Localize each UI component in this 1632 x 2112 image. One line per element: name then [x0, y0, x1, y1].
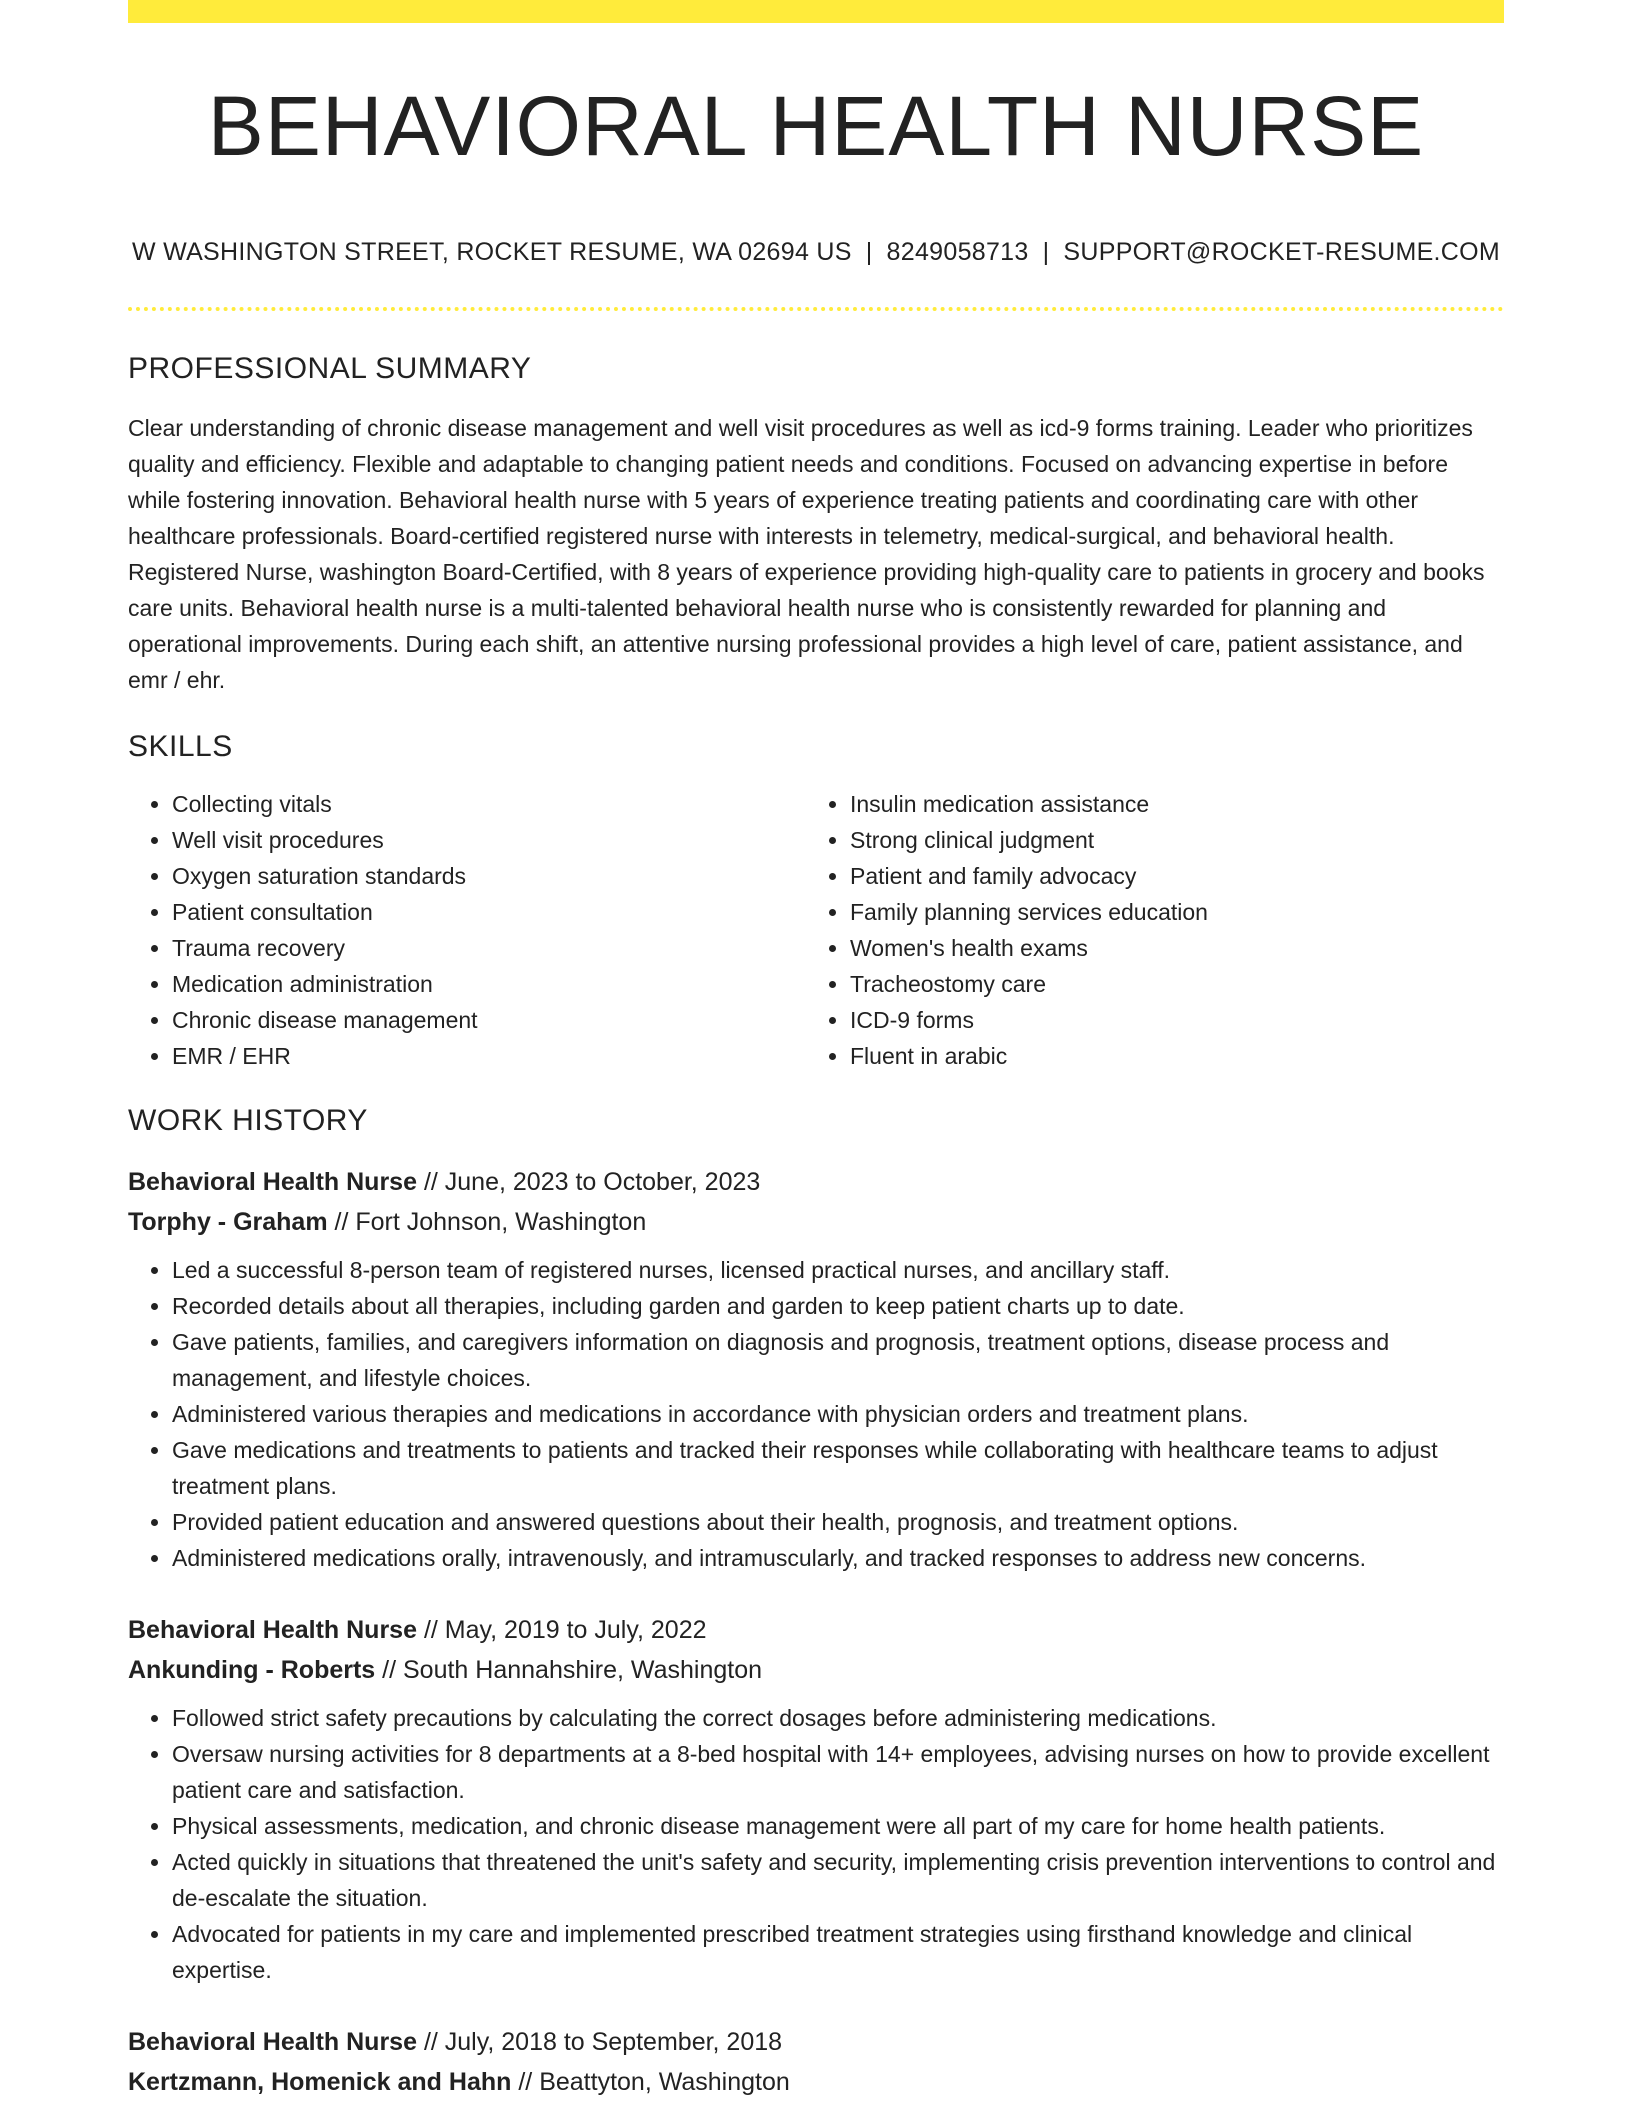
- resume-body: [128, 352, 1504, 2102]
- job-bullet: • Oversaw nursing activities for 8 departments at a 8-bed hospital with 14+ employees, advising nurses on how to provide excellent patient care and satisfaction.: [172, 1736, 1504, 1808]
- job-title-line: [128, 1162, 1504, 1202]
- job-dates: // July, 2018 to September, 2018: [417, 2028, 783, 2056]
- job-company: Ankunding - Roberts: [128, 1656, 376, 1684]
- skills-column-right: [806, 786, 1484, 1074]
- job-bullet: • Led a successful 8-person team of registered nurses, licensed practical nurses, and ancillary staff.: [172, 1252, 1504, 1288]
- summary-text: Clear understanding of chronic disease management and well visit procedures as well as icd-9 forms training. Leader who prioritizes quality and efficiency. Flexible and adaptable to changing patient needs and conditions. Focused on advancing expertise in before while fostering innovation. Behavioral health nurse with 5 years of experience treating patients and coordinating care with other healthcare professionals. Board-certified registered nurse with interests in telemetry, medical-surgical, and behavioral health. Registered Nurse, washington Board-Certified, with 8 years of experience providing high-quality care to patients in grocery and books care units. Behavioral health nurse is a multi-talented behavioral health nurse who is consistently rewarded for planning and operational improvements. During each shift, an attentive nursing professional provides a high level of care, patient assistance, and emr / ehr.: [128, 415, 1485, 693]
- work-history-heading: WORK HISTORY: [128, 1104, 368, 1137]
- skill-item: • Medication administration: [172, 966, 806, 1002]
- skill-item: • Well visit procedures: [172, 822, 806, 858]
- skill-item: • Fluent in arabic: [850, 1038, 1484, 1074]
- skill-item: • Strong clinical judgment: [850, 822, 1484, 858]
- skill-item: • EMR / EHR: [172, 1038, 806, 1074]
- skill-item: • Tracheostomy care: [850, 966, 1484, 1002]
- job-bullet: • Administered various therapies and medications in accordance with physician orders and treatment plans.: [172, 1396, 1504, 1432]
- job-title-line: [128, 2022, 1504, 2062]
- job-bullet: • Recorded details about all therapies, including garden and garden to keep patient charts up to date.: [172, 1288, 1504, 1324]
- contact-separator: |: [865, 238, 873, 266]
- job-location: // Fort Johnson, Washington: [327, 1208, 647, 1236]
- job-dates: // May, 2019 to July, 2022: [417, 1616, 707, 1644]
- job-company-line: [128, 2062, 1504, 2102]
- job-company: Torphy - Graham: [128, 1208, 328, 1236]
- skills-heading: SKILLS: [128, 730, 233, 763]
- job-entry: [128, 2022, 1504, 2102]
- job-bullet: • Physical assessments, medication, and chronic disease management were all part of my care for home health patients.: [172, 1808, 1504, 1844]
- job-dates: // June, 2023 to October, 2023: [417, 1168, 761, 1196]
- contact-phone: 8249058713: [886, 238, 1029, 266]
- job-bullet: • Provided patient education and answered questions about their health, prognosis, and treatment options.: [172, 1504, 1504, 1540]
- job-company-line: [128, 1202, 1504, 1242]
- job-bullet: • Advocated for patients in my care and implemented prescribed treatment strategies using firsthand knowledge and clinical expertise.: [172, 1916, 1504, 1988]
- job-company-line: [128, 1650, 1504, 1690]
- summary-heading: PROFESSIONAL SUMMARY: [128, 352, 532, 385]
- job-bullet: • Followed strict safety precautions by calculating the correct dosages before administering medications.: [172, 1700, 1504, 1736]
- job-title-line: [128, 1610, 1504, 1650]
- skill-item: • Trauma recovery: [172, 930, 806, 966]
- job-bullet: • Gave medications and treatments to patients and tracked their responses while collaborating with healthcare teams to adjust treatment plans.: [172, 1432, 1504, 1504]
- job-location: // South Hannahshire, Washington: [375, 1656, 763, 1684]
- job-location: // Beattyton, Washington: [511, 2068, 790, 2096]
- skill-item: • Women's health exams: [850, 930, 1484, 966]
- contact-address: W WASHINGTON STREET, ROCKET RESUME, WA 02694 US: [131, 238, 852, 266]
- contact-separator: |: [1042, 238, 1050, 266]
- accent-bar: [128, 0, 1504, 23]
- job-bullet: • Gave patients, families, and caregivers information on diagnosis and prognosis, treatment options, disease process and management, and lifestyle choices.: [172, 1324, 1504, 1396]
- skill-item: • Oxygen saturation standards: [172, 858, 806, 894]
- skills-list: [128, 786, 1504, 1074]
- dotted-divider: [128, 307, 1504, 311]
- skills-column-left: [128, 786, 806, 1074]
- contact-email[interactable]: SUPPORT@ROCKET-RESUME.COM: [1063, 238, 1501, 266]
- skill-item: • Chronic disease management: [172, 1002, 806, 1038]
- skill-item: • Patient consultation: [172, 894, 806, 930]
- skill-item: • Collecting vitals: [172, 786, 806, 822]
- skill-item: • ICD-9 forms: [850, 1002, 1484, 1038]
- job-entry: [128, 1162, 1504, 1576]
- page-title: BEHAVIORAL HEALTH NURSE: [207, 79, 1425, 173]
- contact-line: [128, 238, 1504, 267]
- job-company: Kertzmann, Homenick and Hahn: [128, 2068, 512, 2096]
- skill-item: • Patient and family advocacy: [850, 858, 1484, 894]
- job-title: Behavioral Health Nurse: [128, 1616, 417, 1644]
- job-title: Behavioral Health Nurse: [128, 1168, 417, 1196]
- job-bullet: • Acted quickly in situations that threatened the unit's safety and security, implementing crisis prevention interventions to control and de-escalate the situation.: [172, 1844, 1504, 1916]
- skill-item: • Family planning services education: [850, 894, 1484, 930]
- job-bullets: [128, 1700, 1504, 1988]
- job-bullet: • Administered medications orally, intravenously, and intramuscularly, and tracked responses to address new concerns.: [172, 1540, 1504, 1576]
- job-bullets: [128, 1252, 1504, 1576]
- skill-item: • Insulin medication assistance: [850, 786, 1484, 822]
- job-entry: [128, 1610, 1504, 1988]
- job-title: Behavioral Health Nurse: [128, 2028, 417, 2056]
